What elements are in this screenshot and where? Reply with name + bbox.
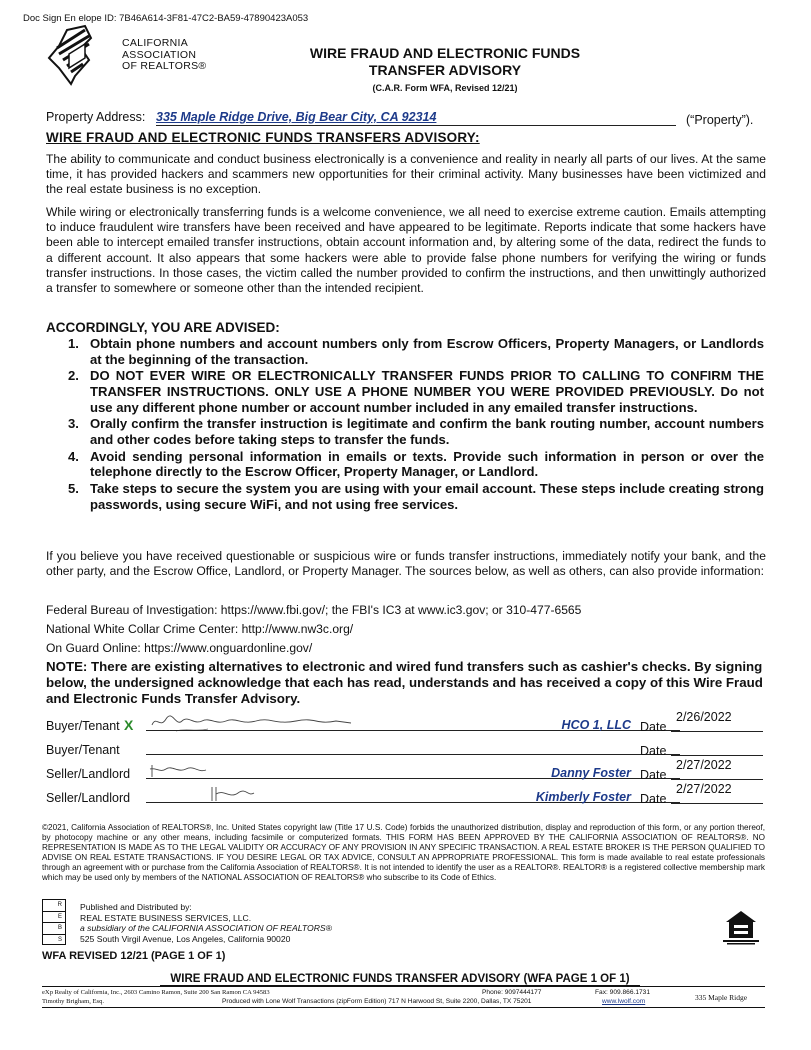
office-phone: Phone: 9097444177 — [482, 989, 542, 996]
item-number: 1. — [68, 336, 79, 351]
publisher-line: 525 South Virgil Avenue, Los Angeles, California 90020 — [80, 933, 291, 944]
date-label: Date — [640, 720, 667, 734]
date-label: Date — [640, 768, 667, 782]
advice-list — [68, 336, 764, 513]
rebs-logo-icon — [42, 899, 66, 945]
equal-housing-icon — [721, 908, 761, 946]
item-number: 2. — [68, 368, 79, 384]
lwolf-link[interactable]: www.lwolf.com — [602, 998, 646, 1005]
list-item — [68, 449, 764, 480]
item-number: 3. — [68, 416, 79, 432]
item-number: 4. — [68, 448, 79, 464]
signer-name: Kimberly Foster — [535, 790, 631, 804]
footer-bar — [42, 986, 765, 1008]
sign-here-mark: X — [124, 717, 134, 733]
agent-name: Timothy Brigham, Esq. — [42, 998, 105, 1005]
list-item — [68, 336, 764, 367]
signature-row-buyer-1 — [46, 710, 766, 735]
intro-paragraph: The ability to communicate and conduct business electronically is a convenience and reality in nearly all parts of our lives. At the same time, it has provided hackers and scammers new opportunities for their criminal activity. Many businesses have been victimized and the real estate business is no exception. — [46, 152, 766, 197]
logo-letter: R — [43, 900, 65, 912]
notify-paragraph: If you believe you have received questionable or suspicious wire or funds transfer instructions, immediately notify your bank, and the other party, and the Escrow Office, Landlord, or Property Manager. The sources below, as well as others, can also provide information: — [46, 549, 766, 579]
item-text: Take steps to secure the system you are using with your email account. These steps include creating strong passwords, using secure WiFi, and not using free services. — [90, 481, 764, 512]
item-text: DO NOT EVER WIRE OR ELECTRONICALLY TRANSFER FUNDS PRIOR TO CALLING TO CONFIRM THE TRANSFER INSTRUCTIONS. ONLY USE A PHONE NUMBER YOU WERE PROVIDED PREVIOUSLY. Do not use any different phone number or account number included in any emailed transfer instructions. — [90, 368, 764, 415]
item-text: Orally confirm the transfer instruction is legitimate and confirm the bank routing number, account numbers and other codes before taking steps to transfer the funds. — [90, 416, 764, 447]
logo-line: OF REALTORS® — [122, 60, 207, 72]
list-item — [68, 481, 764, 512]
date-label: Date — [640, 744, 667, 758]
publisher-line: a subsidiary of the CALIFORNIA ASSOCIATION OF REALTORS® — [80, 923, 332, 933]
contact-onguard: On Guard Online: https://www.onguardonline.gov/ — [46, 641, 313, 655]
date-line[interactable] — [671, 779, 763, 780]
office-fax: Fax: 909.866.1731 — [595, 989, 650, 996]
file-name: 335 Maple Ridge — [695, 993, 748, 1002]
advised-heading: ACCORDINGLY, YOU ARE ADVISED: — [46, 320, 280, 335]
property-address-field[interactable]: 335 Maple Ridge Drive, Big Bear City, CA 92314 — [156, 110, 676, 126]
signature-line[interactable] — [146, 754, 680, 755]
note-paragraph: NOTE: There are existing alternatives to electronic and wired fund transfers such as cashier's checks. By signing below, the undersigned acknowledge that each has read, understands and has received a copy of this Wire Fraud and Electronic Funds Transfer Advisory. — [46, 659, 763, 706]
item-text: Obtain phone numbers and account numbers only from Escrow Officers, Property Managers, or Landlords at the beginning of the transaction. — [90, 336, 764, 367]
property-suffix: (“Property”). — [686, 113, 754, 127]
car-logo-icon — [45, 24, 125, 86]
office-address: eXp Realty of California, Inc., 2603 Camino Ramon, Suite 200 San Ramon CA 94583 — [42, 989, 270, 996]
car-logo-text — [122, 38, 206, 73]
publisher-line: REAL ESTATE BUSINESS SERVICES, LLC. — [80, 912, 252, 923]
contact-nw3c: National White Collar Crime Center: http://www.nw3c.org/ — [46, 622, 354, 636]
logo-line: ASSOCIATION — [122, 48, 197, 61]
section-heading: WIRE FRAUD AND ELECTRONIC FUNDS TRANSFERS ADVISORY: — [46, 130, 480, 145]
copyright-notice: ©2021, California Association of REALTORS®, Inc. United States copyright law (Title 17 U.S. Code) forbids the unauthorized distribution, display and reproduction of this form, or any portion thereof, by photocopy machine or any other means, including facsimile or computerized formats. THIS FORM HAS BEEN APPROVED BY THE CALIFORNIA ASSOCIATION OF REALTORS®. NO REPRESENTATION IS MADE AS TO THE LEGAL VALIDITY OR ACCURACY OF ANY PROVISION IN ANY SPECIFIC TRANSACTION. A REAL ESTATE BROKER IS THE PERSON QUALIFIED TO ADVISE ON REAL ESTATE TRANSACTIONS. IF YOU DESIRE LEGAL OR TAX ADVICE, CONSULT AN APPROPRIATE PROFESSIONAL. This form is made available to real estate professionals through an agreement with or purchase from the California Association of REALTORS®. It is not intended to identify the user as a REALTOR®. REALTOR® is a registered collective membership mark which may be used only by members of the NATIONAL ASSOCIATION OF REALTORS® who subscribe to its Code of Ethics. — [42, 823, 765, 882]
revision-label: WFA REVISED 12/21 (PAGE 1 OF 1) — [42, 950, 226, 962]
caution-paragraph: While wiring or electronically transferring funds is a welcome convenience, we all need to exercise extreme caution. Emails attempting to induce fraudulent wire transfers have been received and have appeared to be legitimate. Reports indicate that some hackers have been able to intercept emailed transfer instructions, obtain account information and, by altering some of the data, redirect the funds to a different account. It also appears that some hackers were able to provide false phone numbers for verifying the wiring or funds transfer instructions. In those cases, the victim called the number provided to confirm the instructions, and then unwittingly authorized a transfer to somewhere or someone other than the intended recipient. — [46, 205, 766, 296]
logo-letter: E — [43, 912, 65, 924]
signature-row-buyer-2 — [46, 739, 766, 759]
signature-date: 2/27/2022 — [676, 758, 732, 772]
item-number: 5. — [68, 481, 79, 497]
signature-date: 2/26/2022 — [676, 710, 732, 724]
signature-date: 2/27/2022 — [676, 782, 732, 796]
signer-role: Buyer/Tenant — [46, 719, 120, 733]
title-line: WIRE FRAUD AND ELECTRONIC FUNDS — [309, 45, 581, 61]
logo-letter: B — [43, 923, 65, 935]
logo-letter: S — [57, 937, 62, 944]
date-line[interactable] — [671, 755, 763, 756]
signer-name: HCO 1, LLC — [561, 718, 631, 732]
signer-role: Seller/Landlord — [46, 791, 131, 805]
item-text: Avoid sending personal information in emails or texts. Provide such information in person or over the telephone directly to the Escrow Officer, Property Manager, or Landlord. — [90, 448, 764, 480]
list-item — [68, 416, 764, 447]
date-line[interactable] — [671, 803, 763, 804]
signature-row-seller-1 — [46, 758, 766, 783]
property-label: Property Address: — [46, 110, 146, 124]
document-title — [240, 45, 650, 79]
signer-role: Buyer/Tenant — [46, 743, 120, 757]
property-address-row — [46, 110, 766, 127]
logo-line: CALIFORNIA — [122, 37, 189, 49]
publisher-line: Published and Distributed by: — [80, 902, 192, 912]
signature-row-seller-2 — [46, 782, 766, 807]
docusign-envelope-id: Doc Sign En elope ID: 7B46A614-3F81-47C2-BA59-47890423A053 — [23, 13, 309, 24]
title-line: TRANSFER ADVISORY — [368, 62, 522, 78]
publisher-info — [80, 902, 332, 944]
produced-with: Produced with Lone Wolf Transactions (zipForm Edition) 717 N Harwood St, Suite 2200, Dallas, TX 75201 — [222, 998, 532, 1005]
form-subtitle: (C.A.R. Form WFA, Revised 12/21) — [372, 83, 518, 93]
signer-role: Seller/Landlord — [46, 767, 131, 781]
footer-title: WIRE FRAUD AND ELECTRONIC FUNDS TRANSFER ADVISORY (WFA PAGE 1 OF 1) — [160, 973, 640, 986]
date-line[interactable] — [671, 731, 763, 732]
contact-fbi: Federal Bureau of Investigation: https://www.fbi.gov/; the FBI's IC3 at www.ic3.gov; or 310-477-6565 — [46, 603, 582, 617]
signer-name: Danny Foster — [551, 766, 631, 780]
list-item — [68, 368, 764, 415]
date-label: Date — [640, 792, 667, 806]
